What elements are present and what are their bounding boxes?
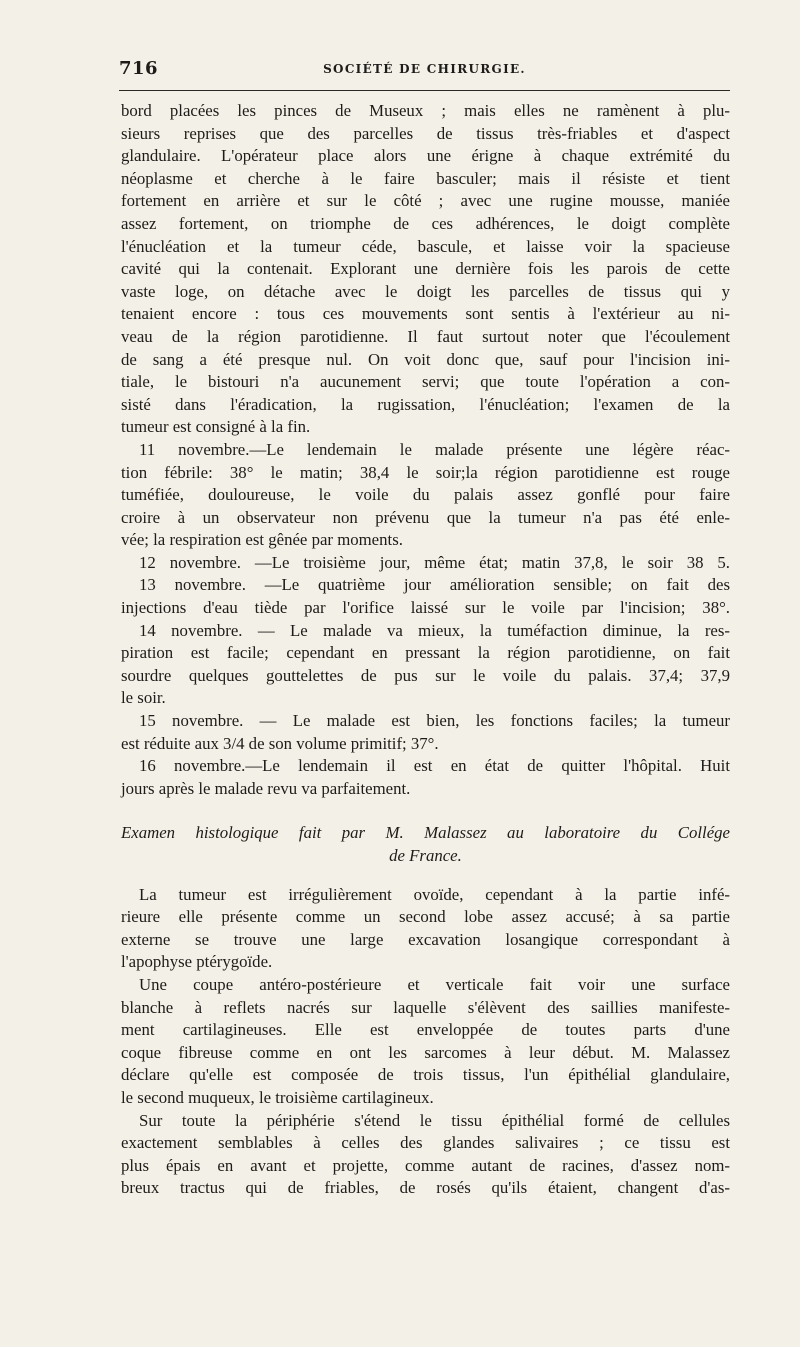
text-line: l'énucléation et la tumeur céde, bascule, et laisse voir la spacieuse: [121, 236, 730, 256]
section-spacer: [121, 868, 730, 884]
paragraph: [121, 974, 730, 1110]
paragraph: [121, 439, 730, 552]
text-line: croire à un observateur non prévenu que la tumeur n'a pas été enle-: [121, 507, 730, 527]
text-line: coque fibreuse comme en ont les sarcomes à leur début. M. Malassez: [121, 1042, 730, 1062]
text-line: exactement semblables à celles des glandes salivaires ; ce tissu est: [121, 1133, 730, 1153]
body-text: [121, 100, 730, 1200]
page-header: [119, 58, 730, 84]
section-heading-line: de France.: [389, 846, 462, 865]
text-line: sisté dans l'éradication, la rugissation, l'énucléation; l'examen de la: [121, 394, 730, 414]
section-heading-line: Examen histologique fait par M. Malassez au laboratoire du Collége: [121, 823, 730, 843]
text-line: breux tractus qui de friables, de rosés qu'ils étaient, changent d'as-: [121, 1178, 730, 1198]
text-line: jours après le malade revu va parfaitement.: [121, 778, 411, 798]
text-line: injections d'eau tiède par l'orifice laissé sur le voile par l'incision; 38°.: [121, 598, 730, 618]
text-line: 13 novembre. —Le quatrième jour amélioration sensible; on fait des: [139, 575, 730, 595]
paragraph: [121, 100, 730, 439]
text-line: cavité qui la contenait. Explorant une dernière fois les parois de cette: [121, 259, 730, 279]
text-line: déclare qu'elle est composée de trois tissus, l'un épithélial glandulaire,: [121, 1065, 730, 1085]
text-line: le soir.: [121, 688, 166, 708]
text-line: rieure elle présente comme un second lobe assez accusé; à sa partie: [121, 907, 730, 927]
paragraph: [121, 1110, 730, 1200]
text-line: sourdre quelques gouttelettes de pus sur le voile du palais. 37,4; 37,9: [121, 665, 730, 685]
text-line: tumeur est consigné à la fin.: [121, 417, 311, 437]
text-line: Une coupe antéro-postérieure et verticale fait voir une surface: [139, 974, 730, 994]
text-line: glandulaire. L'opérateur place alors une érigne à chaque extrémité du: [121, 146, 730, 166]
text-line: vaste loge, on détache avec le doigt les parcelles de tissus qui y: [121, 281, 730, 301]
running-title: SOCIÉTÉ DE CHIRURGIE.: [323, 62, 526, 76]
text-line: veau de la région parotidienne. Il faut surtout noter que l'écoulement: [121, 326, 730, 346]
text-line: 11 novembre.—Le lendemain le malade présente une légère réac-: [139, 439, 730, 459]
text-line: est réduite aux 3/4 de son volume primitif; 37°.: [121, 733, 439, 753]
text-line: blanche à reflets nacrés sur laquelle s'élèvent des saillies manifeste-: [121, 997, 730, 1017]
text-line: tenaient encore : tous ces mouvements sont sentis à l'extérieur au ni-: [121, 304, 730, 324]
paragraph: [121, 620, 730, 710]
text-line: tuméfiée, douloureuse, le voile du palais assez gonflé pour faire: [121, 485, 730, 505]
paragraph: [121, 755, 730, 800]
text-line: tiale, le bistouri n'a aucunement servi; que toute l'opération a con-: [121, 372, 730, 392]
text-line: plus épais en avant et projette, comme autant de racines, d'assez nom-: [121, 1155, 730, 1175]
page-number: 716: [119, 58, 159, 79]
text-line: sieurs reprises que des parcelles de tissus très-friables et d'aspect: [121, 123, 730, 143]
text-line: 14 novembre. — Le malade va mieux, la tuméfaction diminue, la res-: [139, 620, 730, 640]
text-line: 15 novembre. — Le malade est bien, les fonctions faciles; la tumeur: [139, 711, 730, 731]
text-line: assez fortement, on triomphe de ces adhérences, le doigt complète: [121, 213, 730, 233]
text-line: 16 novembre.—Le lendemain il est en état de quitter l'hôpital. Huit: [139, 756, 730, 776]
text-line: de sang a été presque nul. On voit donc que, sauf pour l'incision ini-: [121, 349, 730, 369]
paragraph: [121, 884, 730, 974]
paragraph: [121, 552, 730, 575]
text-line: piration est facile; cependant en pressant la région parotidienne, on fait: [121, 643, 730, 663]
text-line: néoplasme et cherche à le faire basculer; mais il résiste et tient: [121, 168, 730, 188]
text-line: 12 novembre. —Le troisième jour, même état; matin 37,8, le soir 38 5.: [139, 552, 730, 572]
text-line: bord placées les pinces de Museux ; mais elles ne ramènent à plu-: [121, 101, 730, 120]
text-line: Sur toute la périphérie s'étend le tissu épithélial formé de cellules: [139, 1110, 730, 1130]
paragraph: [121, 710, 730, 755]
paragraph: [121, 574, 730, 619]
text-line: externe se trouve une large excavation losangique correspondant à: [121, 929, 730, 949]
text-line: ment cartilagineuses. Elle est enveloppée de toutes parts d'une: [121, 1020, 730, 1040]
text-line: La tumeur est irrégulièrement ovoïde, cependant à la partie infé-: [139, 884, 730, 904]
header-rule: [119, 90, 730, 91]
text-line: vée; la respiration est gênée par moments.: [121, 530, 403, 550]
text-line: l'apophyse ptérygoïde.: [121, 952, 273, 972]
text-line: fortement en arrière et sur le côté ; avec une rugine mousse, maniée: [121, 191, 730, 211]
text-line: le second muqueux, le troisième cartilagineux.: [121, 1087, 434, 1107]
text-line: tion fébrile: 38° le matin; 38,4 le soir;la région parotidienne est rouge: [121, 462, 730, 482]
section-spacer: [121, 800, 730, 822]
section-heading: [121, 822, 730, 867]
